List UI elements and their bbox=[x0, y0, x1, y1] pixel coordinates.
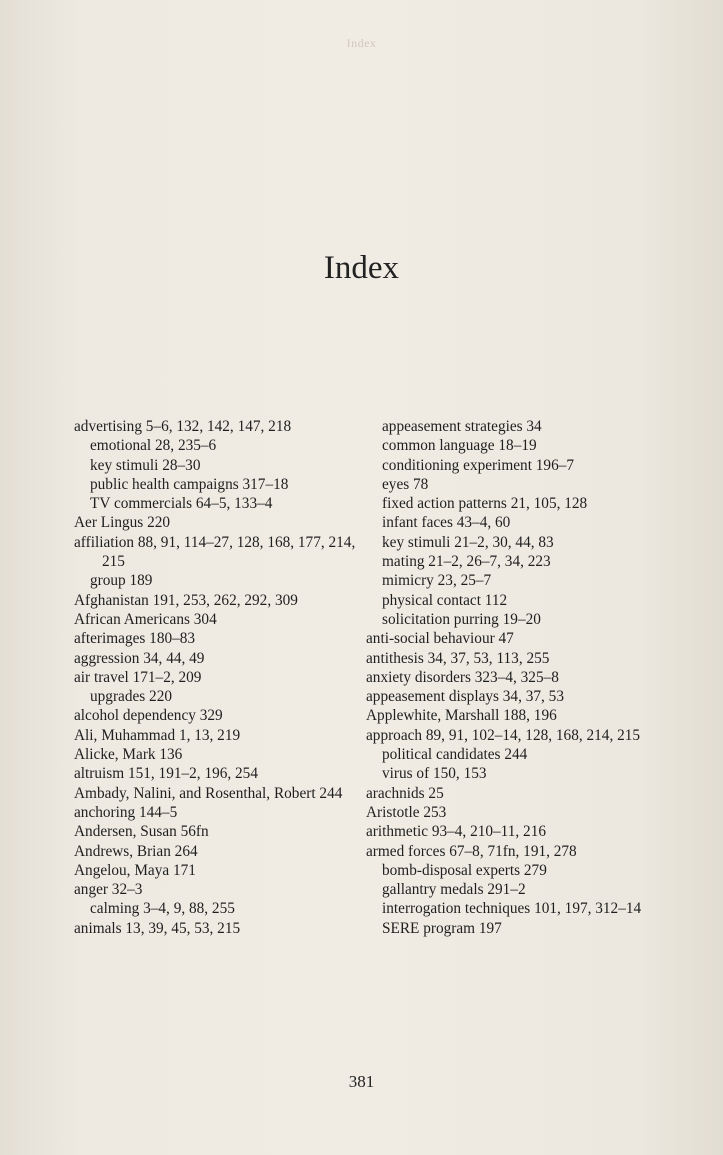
index-subentry: SERE program 197 bbox=[382, 919, 502, 937]
index-subentry: public health campaigns 317–18 bbox=[90, 475, 289, 493]
index-subentry: gallantry medals 291–2 bbox=[382, 881, 526, 899]
index-entry: appeasement displays 34, 37, 53 bbox=[366, 688, 564, 706]
index-entry: Alicke, Mark 136 bbox=[74, 746, 183, 764]
index-entry: armed forces 67–8, 71fn, 191, 278 bbox=[366, 842, 577, 860]
index-subentry: TV commercials 64–5, 133–4 bbox=[90, 495, 273, 513]
index-entry: Afghanistan 191, 253, 262, 292, 309 bbox=[74, 591, 298, 609]
index-subentry: infant faces 43–4, 60 bbox=[382, 514, 511, 532]
index-subentry: common language 18–19 bbox=[382, 437, 537, 455]
index-subentry: group 189 bbox=[90, 572, 153, 590]
index-entry: animals 13, 39, 45, 53, 215 bbox=[74, 919, 241, 937]
index-entry: Ali, Muhammad 1, 13, 219 bbox=[74, 726, 241, 744]
index-subentry: interrogation techniques 101, 197, 312–14 bbox=[382, 900, 642, 918]
index-subentry: physical contact 112 bbox=[382, 591, 508, 609]
index-entry: African Americans 304 bbox=[74, 610, 217, 628]
index-subentry: mating 21–2, 26–7, 34, 223 bbox=[382, 553, 551, 571]
index-subentry: solicitation purring 19–20 bbox=[382, 610, 541, 628]
running-header: Index bbox=[346, 36, 377, 50]
index-entry: altruism 151, 191–2, 196, 254 bbox=[74, 765, 258, 783]
index-entry: antithesis 34, 37, 53, 113, 255 bbox=[366, 649, 550, 667]
index-subentry: appeasement strategies 34 bbox=[382, 418, 542, 435]
index-entry: aggression 34, 44, 49 bbox=[74, 649, 205, 667]
index-entry: alcohol dependency 329 bbox=[74, 707, 223, 725]
index-subentry: bomb-disposal experts 279 bbox=[382, 861, 547, 879]
index-subentry: mimicry 23, 25–7 bbox=[382, 572, 492, 590]
index-column-right bbox=[366, 417, 666, 938]
index-subentry: calming 3–4, 9, 88, 255 bbox=[90, 900, 235, 918]
index-subentry: key stimuli 28–30 bbox=[90, 456, 201, 474]
index-entry: Andersen, Susan 56fn bbox=[74, 823, 209, 841]
index-entry: Ambady, Nalini, and Rosenthal, Robert 244 bbox=[74, 784, 343, 802]
index-subentry: fixed action patterns 21, 105, 128 bbox=[382, 495, 588, 513]
page-title: Index bbox=[323, 250, 400, 286]
index-entry: affiliation 88, 91, 114–27, 128, 168, 177, 214, 215 bbox=[74, 533, 356, 571]
index-subentry: emotional 28, 235–6 bbox=[90, 437, 217, 455]
index-subentry: key stimuli 21–2, 30, 44, 83 bbox=[382, 533, 554, 551]
index-entry: Angelou, Maya 171 bbox=[74, 861, 196, 879]
index-subentry: eyes 78 bbox=[382, 475, 429, 493]
index-entry: Applewhite, Marshall 188, 196 bbox=[366, 707, 557, 725]
index-entry: anger 32–3 bbox=[74, 881, 143, 899]
index-entry: Aer Lingus 220 bbox=[74, 514, 171, 532]
index-entry: arithmetic 93–4, 210–11, 216 bbox=[366, 823, 546, 841]
index-subentry: virus of 150, 153 bbox=[382, 765, 487, 783]
index-entry: air travel 171–2, 209 bbox=[74, 668, 202, 686]
page-number: 381 bbox=[348, 1072, 375, 1091]
index-entry: Andrews, Brian 264 bbox=[74, 842, 198, 860]
index-entry: approach 89, 91, 102–14, 128, 168, 214, 215 bbox=[366, 726, 641, 744]
index-entry: arachnids 25 bbox=[366, 784, 444, 802]
index-entry: afterimages 180–83 bbox=[74, 630, 196, 648]
index-subentry: political candidates 244 bbox=[382, 746, 528, 764]
index-entry: anxiety disorders 323–4, 325–8 bbox=[366, 668, 559, 686]
index-entry: anchoring 144–5 bbox=[74, 803, 178, 821]
index-entry: anti-social behaviour 47 bbox=[366, 630, 514, 648]
index-entry: advertising 5–6, 132, 142, 147, 218 bbox=[74, 418, 292, 435]
index-column-left bbox=[74, 417, 374, 938]
index-subentry: upgrades 220 bbox=[90, 688, 172, 706]
index-entry: Aristotle 253 bbox=[366, 803, 447, 821]
index-subentry: conditioning experiment 196–7 bbox=[382, 456, 575, 474]
